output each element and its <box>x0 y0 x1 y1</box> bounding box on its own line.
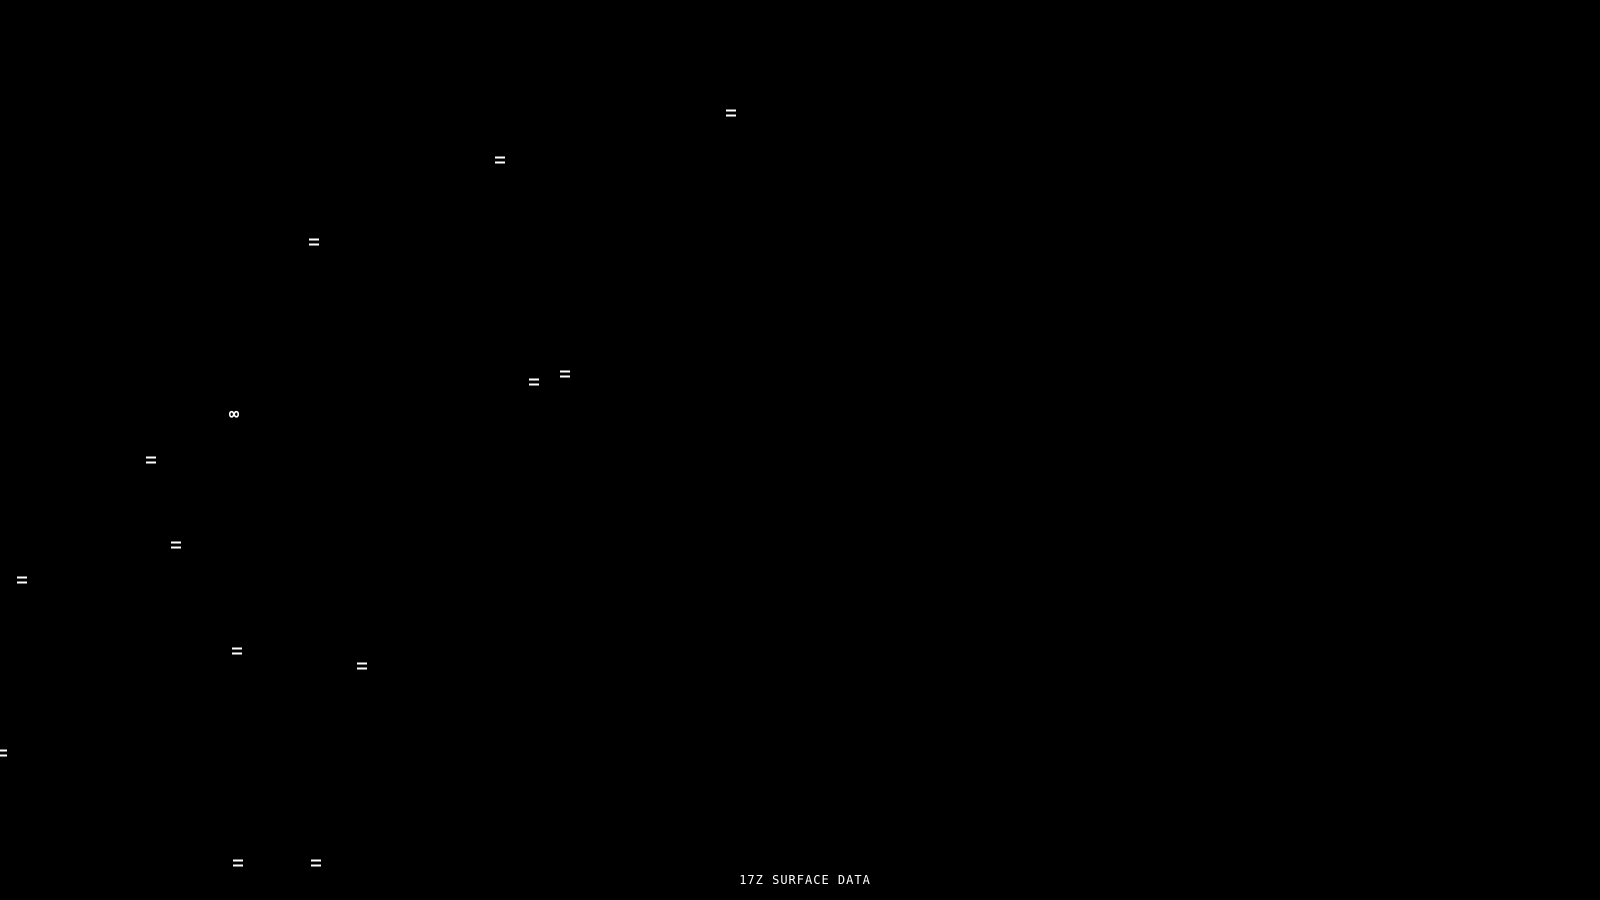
mist-symbol <box>560 371 570 378</box>
map-title: 17Z SURFACE DATA <box>739 873 871 887</box>
mist-symbol <box>726 110 736 117</box>
mist-symbol <box>171 542 181 549</box>
haze-symbol: ∞ <box>228 404 240 425</box>
mist-symbol <box>357 663 367 670</box>
mist-symbol <box>495 157 505 164</box>
mist-symbol <box>17 577 27 584</box>
mist-symbol <box>0 750 7 757</box>
mist-symbol <box>146 457 156 464</box>
mist-symbol <box>311 860 321 867</box>
mist-symbol <box>309 239 319 246</box>
mist-symbol <box>232 648 242 655</box>
mist-symbol <box>233 860 243 867</box>
mist-symbol <box>529 379 539 386</box>
